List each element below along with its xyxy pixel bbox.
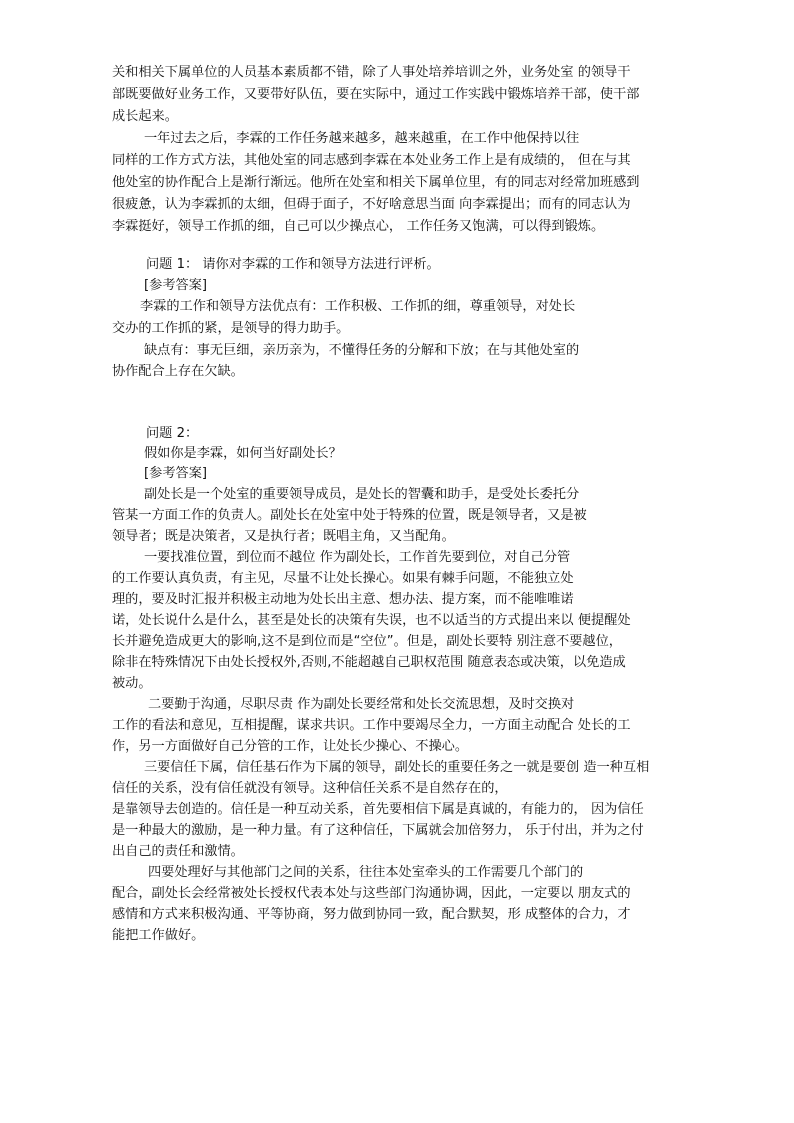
paragraph-line: 能把工作做好。	[112, 928, 205, 943]
question-2-heading: 问题 2：	[146, 426, 199, 441]
answer-label: [参考答案]	[144, 466, 208, 481]
question-2-text: 假如你是李霖，如何当好副处长？	[144, 446, 342, 461]
paragraph-line: 同样的工作方式方法，其他处室的同志感到李霖在本处业务工作上是有成绩的， 但在与其	[112, 153, 631, 168]
paragraph-line: 是一种最大的激励，是一种力量。有了这种信任，下属就会加倍努力， 乐于付出，并为之付	[112, 823, 644, 838]
paragraph-line: 作，另一方面做好自己分管的工作，让处长少操心、不操心。	[112, 739, 469, 754]
paragraph-line: 他处室的协作配合上是渐行渐远。他所在处室和相关下属单位里，有的同志对经常加班感到	[112, 175, 640, 190]
paragraph-line: 成长起来。	[112, 109, 178, 124]
paragraph-line: 出自己的责任和激情。	[112, 844, 244, 859]
paragraph-line: 关和相关下属单位的人员基本素质都不错，除了人事处培养培训之外，业务处室 的领导干	[112, 65, 631, 80]
paragraph-line: 很疲惫，认为李霖抓的太细，但碍于面子，不好啥意思当面 向李霖提出；而有的同志认为	[112, 197, 631, 212]
paragraph-line: 的工作要认真负责，有主见，尽量不让处长操心。如果有棘手问题，不能独立处	[112, 571, 574, 586]
paragraph-line: 除非在特殊情况下由处长授权外,否则,不能超越自己职权范围 随意表态或决策，以免造成	[112, 655, 626, 670]
paragraph-line: 信任的关系，没有信任就没有领导。这种信任关系不是自然存在的，	[112, 781, 508, 796]
paragraph-line: 长并避免造成更大的影响,这不是到位而是“空位”。但是，副处长要特 别注意不要越位，	[112, 634, 622, 649]
paragraph-line: 交办的工作抓的紧，是领导的得力助手。	[112, 321, 350, 336]
paragraph-line: 李霖的工作和领导方法优点有：工作积极、工作抓的细，尊重领导，对处长	[140, 299, 576, 314]
paragraph-line: 是靠领导去创造的。信任是一种互动关系，首先要相信下属是真诚的，有能力的， 因为信任	[112, 802, 644, 817]
paragraph-line: 协作配合上存在欠缺。	[112, 364, 244, 379]
paragraph-line: 领导者；既是决策者，又是执行者；既唱主角，又当配角。	[112, 529, 455, 544]
paragraph-line: 被动。	[112, 676, 152, 691]
paragraph-line: 二要勤于沟通，尽职尽责 作为副处长要经常和处长交流思想，及时交换对	[148, 697, 575, 712]
paragraph-line: 诺，处长说什么是什么，甚至是处长的决策有失误，也不以适当的方式提出来以 便提醒处	[112, 613, 631, 628]
paragraph-line: 三要信任下属，信任基石作为下属的领导，副处长的重要任务之一就是要创 造一种互相	[144, 760, 650, 775]
paragraph-line: 缺点有：事无巨细，亲历亲为，不懂得任务的分解和下放；在与其他处室的	[144, 343, 580, 358]
paragraph-line: 配合，副处长会经常被处长授权代表本处与这些部门沟通协调，因此，一定要以 朋友式的	[112, 886, 631, 901]
paragraph-line: 四要处理好与其他部门之间的关系，往往本处室牵头的工作需要几个部门的	[148, 865, 584, 880]
paragraph-line: 一年过去之后，李霖的工作任务越来越多，越来越重，在工作中他保持以往	[144, 131, 580, 146]
paragraph-line: 理的，要及时汇报并积极主动地为处长出主意、想办法、提方案，而不能唯唯诺	[112, 592, 574, 607]
paragraph-line: 部既要做好业务工作，又要带好队伍，要在实际中，通过工作实践中锻炼培养干部，使干部	[112, 87, 640, 102]
paragraph-line: 副处长是一个处室的重要领导成员，是处长的智囊和助手，是受处长委托分	[144, 487, 580, 502]
paragraph-line: 工作的看法和意见，互相提醒，谋求共识。工作中要竭尽全力，一方面主动配合 处长的工	[112, 718, 631, 733]
question-1-heading: 问题 1： 请你对李霖的工作和领导方法进行评析。	[146, 257, 440, 272]
paragraph-line: 管某一方面工作的负责人。副处长在处室中处于特殊的位置，既是领导者，又是被	[112, 508, 587, 523]
paragraph-line: 李霖挺好，领导工作抓的细，自己可以少操点心， 工作任务又饱满，可以得到锻炼。	[112, 219, 605, 234]
paragraph-line: 一要找准位置，到位而不越位 作为副处长，工作首先要到位，对自己分管	[144, 550, 571, 565]
paragraph-line: 感情和方式来积极沟通、平等协商，努力做到协同一致，配合默契，形 成整体的合力，才	[112, 907, 631, 922]
answer-label: [参考答案]	[144, 278, 208, 293]
